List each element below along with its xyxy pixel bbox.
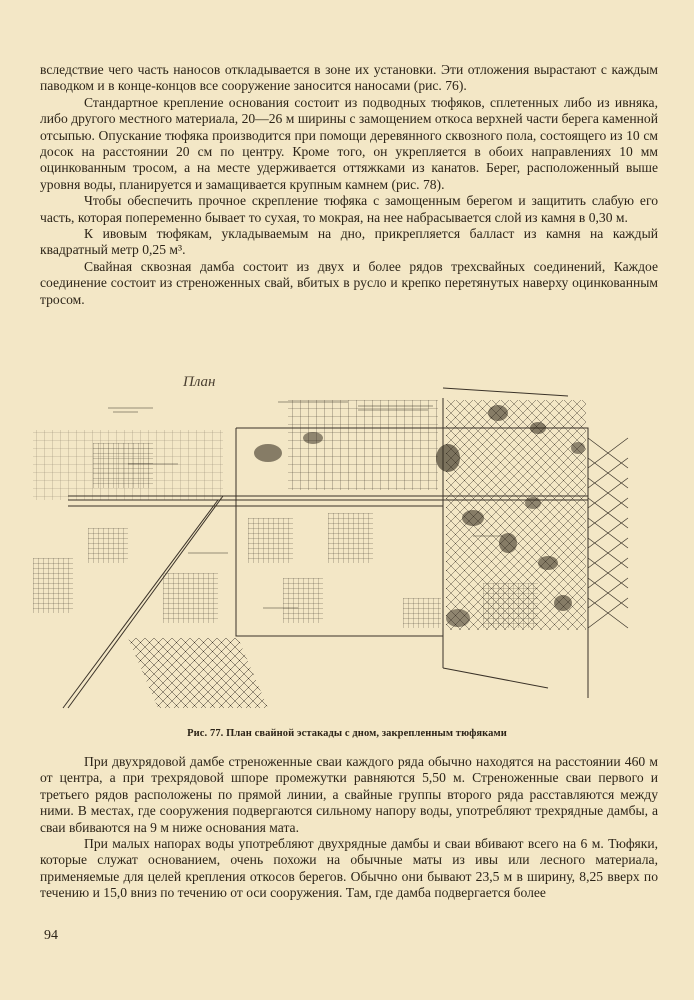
mattress-grid	[483, 583, 538, 628]
mattress-grid	[248, 518, 293, 563]
paragraph: При двухрядовой дамбе стреноженные сваи каждого ряда обычно находятся на расстоянии 460 м от центра, а при трехрядовой шпоре промежутки равняются 5,50 м. Стреноженные сваи первого и третьего рядов расположены по прямой линии, а свайные группы второго ряда расставляются между ними. В местах, где сооружения подвергаются сильному напору воды, употребляют трехрядные дамбы, а сваи вбиваются на 9 м ниже основания мата.	[40, 754, 658, 835]
mattress-grid	[328, 513, 373, 563]
mattress-grid	[33, 558, 73, 613]
figure-caption: Рис. 77. План свайной эстакады с дном, закрепленным тюфяками	[187, 728, 507, 739]
mattress-grid	[93, 443, 153, 488]
figure-label: План	[183, 374, 216, 390]
mattress-grid	[128, 638, 268, 708]
mattress-grid	[288, 400, 438, 490]
paragraph: Стандартное крепление основания состоит из подводных тюфяков, сплетенных либо из ивняка, либо другого местного материала, 20—26 м ширины с замощением откоса верхней части берега каменной отсыпью. Опускание тюфяка производится при помощи деревянного сквозного пола, состоящего из 10 см досок на расстоянии 20 см по центру. Кроме того, он укрепляется в обоих направлениях 10 мм оцинкованным тросом, а на месте удерживается оттяжками из канатов. Берег, расположенный выше уровня воды, планируется и замащивается крупным камнем (рис. 78).	[40, 94, 658, 192]
mattress-grid	[403, 598, 441, 628]
paragraph: Свайная сквозная дамба состоит из двух и более рядов трехсвайных соединений, Каждое соединение состоит из стреноженных свай, вбитых в русло и крепко перетянутых наверху оцинкованным тросом.	[40, 258, 658, 307]
paragraph: При малых напорах воды употребляют двухрядные дамбы и сваи вбивают всего на 6 м. Тюфяки, которые служат основанием, очень похожи на обычные маты из ивы или лесного материала, применяемые для целей крепления откосов берегов. Обычно они бывают 23,5 м в ширину, 8,25 вверх по течению и 15,0 вниз по течению от оси сооружения. Там, где дамба подвергается более	[40, 836, 658, 901]
plan-drawing	[28, 368, 648, 720]
paragraph: вследствие чего часть наносов откладывается в зоне их установки. Эти отложения вырастают с каждым паводком и в конце-концов все сооружение заносится наносами (рис. 76).	[40, 62, 658, 94]
figure-plan-drawing	[28, 368, 648, 720]
paragraph: Чтобы обеспечить прочное скрепление тюфяка с замощенным берегом и защитить слабую его часть, которая попеременно бывает то сухая, то мокрая, на нее набрасывается слой из камня в 0,30 м.	[40, 193, 658, 225]
mattress-grid	[283, 578, 323, 623]
hatching	[588, 438, 628, 628]
page-number: 94	[44, 928, 58, 943]
top-text-block	[40, 62, 658, 308]
bottom-text-block	[40, 754, 658, 902]
mattress-grid	[163, 573, 218, 623]
mattress-grid	[88, 528, 128, 563]
paragraph: К ивовым тюфякам, укладываемым на дно, прикрепляется балласт из камня на каждый квадратный метр 0,25 м³.	[40, 226, 658, 258]
